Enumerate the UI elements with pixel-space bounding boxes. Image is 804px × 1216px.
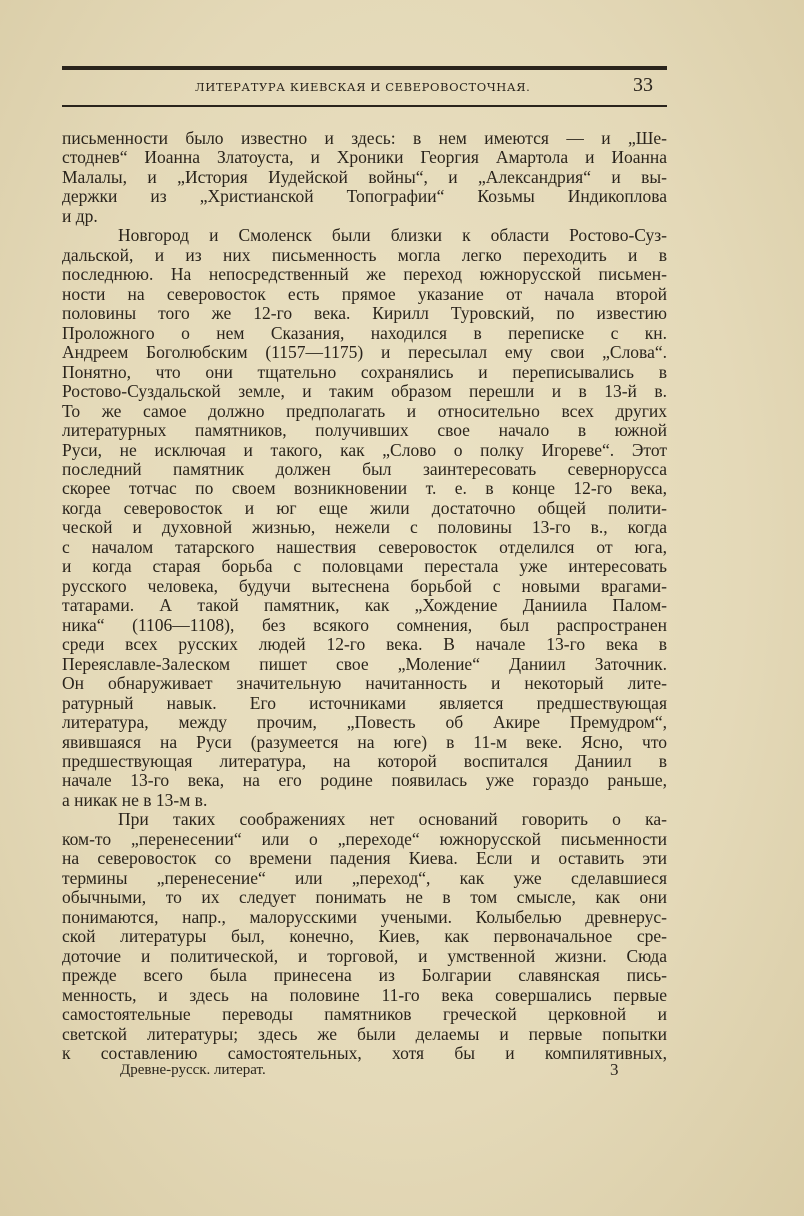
- text-line: предшествующая литература, на которой воспитался Даниил в: [62, 752, 667, 771]
- text-line: Понятно, что они тщательно сохранялись и переписывались в: [62, 362, 667, 382]
- text-line: ратурный навык. Его источниками является предшествующая: [62, 693, 667, 713]
- text-line: Андреем Боголюбским (1157—1175) и пересылал ему свои „Слова“.: [62, 343, 667, 363]
- footer-signature: Древне-русск. литерат.: [120, 1062, 266, 1078]
- text-line: менность, и здесь на половине 11-го века совершались первые: [62, 985, 667, 1005]
- text-line: Руси, не исключая и такого, как „Слово о полку Игореве“. Этот: [62, 440, 667, 460]
- text-line: ком-то „перенесении“ или о „переходе“ южнорусской письменности: [62, 829, 667, 849]
- body-text: [62, 129, 667, 1064]
- text-line: половины того же 12-го века. Кирилл Туровский, по известию: [62, 304, 667, 324]
- page-number: 33: [633, 74, 653, 96]
- text-line: начале 13-го века, на его родине появилась уже гораздо раньше,: [62, 771, 667, 791]
- text-line: То же самое должно предполагать и относительно всех других: [62, 401, 667, 421]
- text-line: держки из „Христианской Топографии“ Козьмы Индикоплова: [62, 187, 667, 207]
- text-line: последний памятник должен был заинтересовать севернорусса: [62, 459, 667, 479]
- text-line: на северовосток со времени падения Киева. Если и оставить эти: [62, 849, 667, 869]
- text-line: татарами. А такой памятник, как „Хождение Даниила Палом-: [62, 596, 667, 616]
- text-line: литературных памятников, получивших свое начало в южной: [62, 421, 667, 441]
- text-line: прежде всего была принесена из Болгарии славянская пись-: [62, 966, 667, 986]
- text-line: Проложного о нем Сказания, находился в переписке с кн.: [62, 323, 667, 343]
- header-rule-top: [62, 66, 667, 70]
- text-line: к составлению самостоятельных, хотя бы и компилятивных,: [62, 1044, 667, 1064]
- text-line: русского человека, будучи вытеснена борьбой с новыми врагами-: [62, 576, 667, 596]
- text-line: Новгород и Смоленск были близки к области Ростово-Суз-: [118, 226, 667, 246]
- text-line: с началом татарского нашествия северовосток отделился от юга,: [62, 537, 667, 557]
- text-line: доточие и политической, и торговой, и умственной жизни. Сюда: [62, 946, 667, 966]
- text-line: ческой и духовной жизнью, нежели с половины 13-го в., когда: [62, 518, 667, 538]
- text-line: Переяславле-Залеском пишет свое „Моление“ Даниил Заточник.: [62, 654, 667, 674]
- text-line: ности на северовосток есть прямое указание от начала второй: [62, 284, 667, 304]
- text-line: Ростово-Суздальской земле, и таким образом перешли и в 13-й в.: [62, 382, 667, 402]
- text-line: последнюю. На непосредственный же переход южнорусской письмен-: [62, 265, 667, 285]
- text-line: светской литературы; здесь же были делаемы и первые попытки: [62, 1024, 667, 1044]
- text-line: обычными, то их следует понимать не в том смысле, как они: [62, 888, 667, 908]
- text-line: Малалы, и „История Иудейской войны“, и „Александрия“ и вы-: [62, 167, 667, 187]
- text-line: ника“ (1106—1108), без всякого сомнения, был распространен: [62, 615, 667, 635]
- text-line: литература, между прочим, „Повесть об Акире Премудром“,: [62, 713, 667, 733]
- text-line: письменности было известно и здесь: в нем имеются — и „Ше-: [62, 129, 667, 148]
- text-line: а никак не в 13-м в.: [62, 790, 208, 810]
- text-line: когда северовосток и юг еще жили достаточно общей полити-: [62, 498, 667, 518]
- text-line: скорее тотчас по своем возникновении т. е. в конце 12-го века,: [62, 479, 667, 499]
- footer-signature-number: 3: [610, 1060, 619, 1079]
- text-line: термины „перенесение“ или „переход“, как уже сделавшиеся: [62, 868, 667, 888]
- text-line: и когда старая борьба с половцами перестала уже интересовать: [62, 557, 667, 577]
- text-line: дальской, и из них письменность могла легко переходить и в: [62, 245, 667, 265]
- header-rule-bottom: [62, 105, 667, 107]
- text-line: явившаяся на Руси (разумеется на юге) в 11-м веке. Ясно, что: [62, 732, 667, 752]
- running-head: ЛИТЕРАТУРА КИЕВСКАЯ И СЕВЕРОВОСТОЧНАЯ.: [195, 80, 531, 94]
- text-line: Он обнаруживает значительную начитанность и некоторый лите-: [62, 674, 667, 694]
- text-line: ской литературы был, конечно, Киев, как первоначальное сре-: [62, 927, 667, 947]
- text-line: При таких соображениях нет оснований говорить о ка-: [118, 810, 667, 830]
- text-line: стоднев“ Иоанна Златоуста, и Хроники Георгия Амартола и Иоанна: [62, 148, 667, 168]
- text-line: среди всех русских людей 12-го века. В начале 13-го века в: [62, 635, 667, 655]
- text-line: самостоятельные переводы памятников греческой церковной и: [62, 1005, 667, 1025]
- text-line: понимаются, напр., малорусскими учеными. Колыбелью древнерус-: [62, 907, 667, 927]
- text-line: и др.: [62, 206, 98, 226]
